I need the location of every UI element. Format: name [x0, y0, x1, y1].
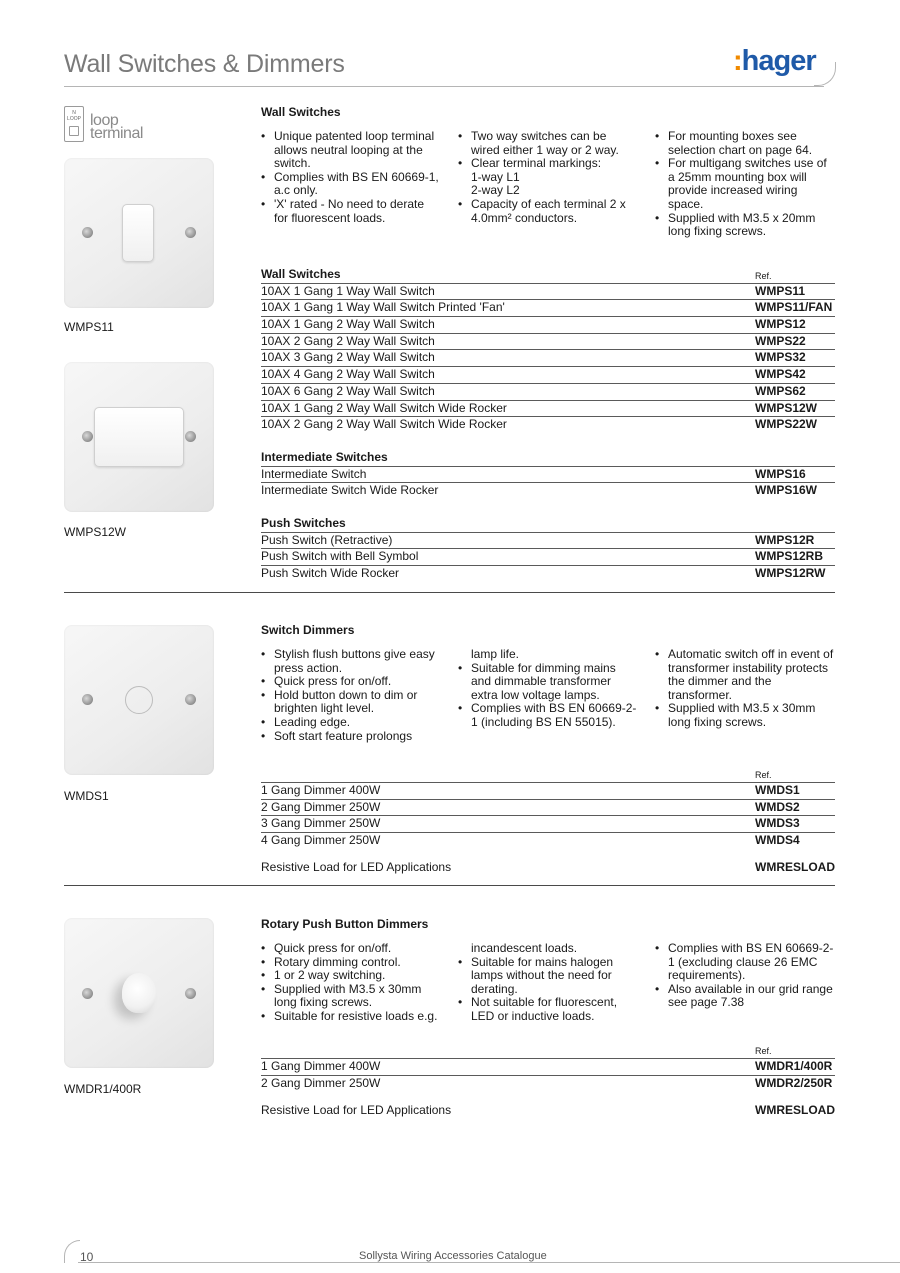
- rotary-dimmers-extra: [261, 1103, 835, 1120]
- features-col-1: • Quick press for on/off. • Rotary dimming control. • 1 or 2 way switching. • Supplied with M3.5 x 30mm long fixing screws. • Suitable for resistive loads e.g.: [261, 942, 446, 1024]
- table-header: Wall Switches Ref.: [261, 267, 835, 284]
- features-col-3: • Complies with BS EN 60669-2-1 (excluding clause 26 EMC requirements). • Also available in our grid range see page 7.38: [655, 942, 835, 1010]
- section-divider: [64, 885, 835, 886]
- table-row: 10AX 4 Gang 2 Way Wall Switch WMPS42: [261, 367, 835, 384]
- product-image-wmdr1: [64, 918, 214, 1068]
- table-row: 4 Gang Dimmer 250W WMDS4: [261, 833, 800, 848]
- switch-dimmers-extra: [261, 860, 835, 877]
- table-row: Resistive Load for LED Applications WMRESLOAD: [261, 860, 835, 874]
- page-number: 10: [80, 1250, 94, 1264]
- features-col-2: • Two way switches can be wired either 1 way or 2 way. • Clear terminal markings: 1-way L1 2-way L2 • Capacity of each terminal 2 x 4.0mm² conductors.: [458, 130, 638, 225]
- table-row: Push Switch Wide Rocker WMPS12RW: [261, 566, 826, 581]
- section-divider: [64, 592, 835, 593]
- table-row: Push Switch (Retractive) WMPS12R: [261, 533, 835, 550]
- rotary-dimmers-table: [261, 1058, 835, 1092]
- table-header: Intermediate Switches: [261, 450, 835, 467]
- table-row: 10AX 3 Gang 2 Way Wall Switch WMPS32: [261, 350, 835, 367]
- section-heading-wall-switches: Wall Switches: [261, 105, 341, 119]
- table-row: 10AX 1 Gang 1 Way Wall Switch Printed 'Fan' WMPS11/FAN: [261, 300, 835, 317]
- loop-terminal-label: loop terminal: [90, 112, 143, 142]
- table-row: Intermediate Switch WMPS16: [261, 467, 835, 484]
- product-label: WMDS1: [64, 789, 109, 803]
- table-row: Intermediate Switch Wide Rocker WMPS16W: [261, 483, 818, 498]
- loop-terminal-icon: N LOOP: [64, 106, 84, 142]
- features-col-2: lamp life. • Suitable for dimming mains and dimmable transformer extra low voltage lamps. • Complies with BS EN 60669-2-1 (including BS EN 55015).: [458, 648, 638, 730]
- switch-dimmers-table: [261, 782, 835, 850]
- wide-rocker-switch: [94, 407, 184, 467]
- table-row: 10AX 1 Gang 1 Way Wall Switch WMPS11: [261, 284, 835, 301]
- table-row: 10AX 2 Gang 2 Way Wall Switch WMPS22: [261, 334, 835, 351]
- product-label: WMPS12W: [64, 525, 127, 539]
- wall-switches-table: [261, 267, 835, 434]
- ref-label: Ref.: [755, 1046, 772, 1056]
- product-image-wmds1: [64, 625, 214, 775]
- intermediate-switches-table: [261, 450, 835, 500]
- hager-logo: :hager: [733, 45, 816, 77]
- rocker-switch: [122, 204, 154, 262]
- header-divider: [64, 86, 824, 87]
- table-row: Push Switch with Bell Symbol WMPS12RB: [261, 549, 835, 566]
- table-row: 3 Gang Dimmer 250W WMDS3: [261, 816, 835, 833]
- table-row: 10AX 2 Gang 2 Way Wall Switch Wide Rocker WMPS22W: [261, 417, 818, 432]
- table-row: 10AX 6 Gang 2 Way Wall Switch WMPS62: [261, 384, 835, 401]
- catalogue-name: Sollysta Wiring Accessories Catalogue: [359, 1250, 547, 1262]
- footer-divider: [78, 1262, 900, 1263]
- features-col-1: • Unique patented loop terminal allows neutral looping at the switch. • Complies with BS EN 60669-1, a.c only. • 'X' rated - No need to derate for fluorescent loads.: [261, 130, 441, 225]
- product-label: WMPS11: [64, 320, 114, 334]
- header-curve: [814, 62, 836, 86]
- push-switches-table: [261, 516, 835, 583]
- table-row: Resistive Load for LED Applications WMRESLOAD: [261, 1103, 835, 1117]
- table-row: 2 Gang Dimmer 250W WMDS2: [261, 800, 835, 817]
- table-header: Push Switches: [261, 516, 835, 533]
- footer-curve: [64, 1240, 80, 1263]
- features-col-1: • Stylish flush buttons give easy press action. • Quick press for on/off. • Hold button down to dim or brighten light level. • Leading edge. • Soft start feature prolongs: [261, 648, 446, 743]
- table-row: 1 Gang Dimmer 400W WMDR1/400R: [261, 1059, 835, 1076]
- product-image-wmps12w: [64, 362, 214, 512]
- product-label: WMDR1/400R: [64, 1082, 142, 1096]
- dimmer-button: [125, 686, 153, 714]
- ref-label: Ref.: [755, 770, 772, 780]
- features-col-3: • For mounting boxes see selection chart on page 64. • For multigang switches use of a 25mm mounting box will provide increased wiring space. • Supplied with M3.5 x 20mm long fixing screws.: [655, 130, 835, 239]
- section-heading-switch-dimmers: Switch Dimmers: [261, 623, 355, 637]
- features-col-3: • Automatic switch off in event of transformer instability protects the dimmer and the transformer. • Supplied with M3.5 x 30mm long fixing screws.: [655, 648, 835, 730]
- features-col-2: incandescent loads. • Suitable for mains halogen lamps without the need for derating. • Not suitable for fluorescent, LED or inductive loads.: [458, 942, 638, 1024]
- table-row: 1 Gang Dimmer 400W WMDS1: [261, 783, 835, 800]
- section-heading-rotary-dimmers: Rotary Push Button Dimmers: [261, 917, 429, 931]
- page-title: Wall Switches & Dimmers: [64, 50, 345, 78]
- rotary-knob: [122, 973, 156, 1013]
- table-row: 2 Gang Dimmer 250W WMDR2/250R: [261, 1075, 833, 1090]
- table-row: 10AX 1 Gang 2 Way Wall Switch Wide Rocker WMPS12W: [261, 401, 835, 418]
- table-row: 10AX 1 Gang 2 Way Wall Switch WMPS12: [261, 317, 835, 334]
- product-image-wmps11: [64, 158, 214, 308]
